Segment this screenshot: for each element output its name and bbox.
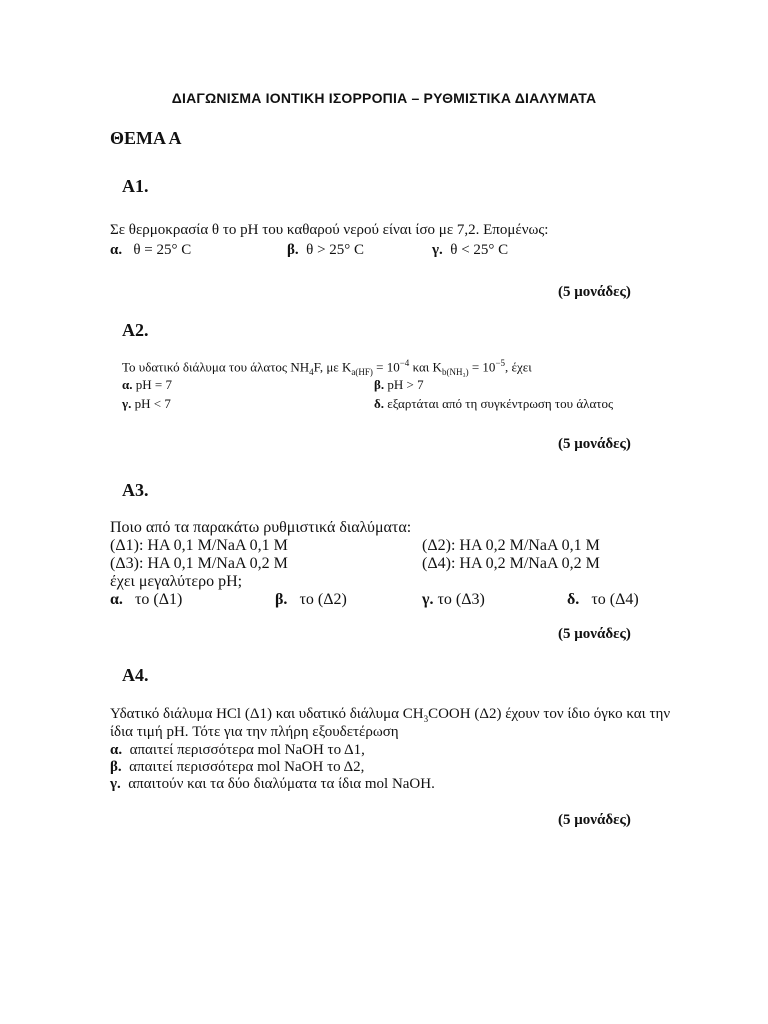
option-letter: γ. [422, 591, 434, 608]
option-text: pH = 7 [135, 377, 172, 392]
option-letter: α. [110, 591, 123, 608]
question-a4-text-line2: ίδια τιμή pH. Τότε για την πλήρη εξουδετέρωση [110, 724, 399, 740]
question-a3-option-b [275, 591, 347, 609]
option-text: απαιτούν και τα δύο διαλύματα τα ίδια mol NaOH. [128, 776, 435, 792]
question-a1-option-b [287, 242, 364, 259]
question-a2-marks: (5 μονάδες) [558, 436, 631, 452]
question-a2-heading: Α2. [122, 320, 149, 340]
question-a2-option-c [122, 396, 171, 412]
option-letter: α. [122, 377, 133, 392]
question-a3-option-a [110, 591, 182, 609]
option-text: το (Δ1) [134, 591, 183, 608]
question-a2-option-d [374, 396, 613, 412]
option-letter: α. [110, 742, 123, 758]
option-letter: α. [110, 242, 123, 258]
option-letter: β. [110, 759, 122, 775]
question-a2-option-b [374, 377, 424, 393]
option-letter: β. [287, 242, 299, 258]
question-a2-text: Το υδατικό διάλυμα του άλατος $NH_4F$, με $K_{a(HF)} = 10^{-4}$ και $K_{b(NH_3)} = 10^{-5}$, έχει [122, 358, 532, 377]
question-a3-solution-2: (Δ2): HA 0,2 M/NaA 0,1 M [422, 537, 600, 554]
option-letter: δ. [567, 591, 580, 608]
option-text: το (Δ3) [437, 591, 485, 608]
option-text: θ > 25° C [306, 242, 365, 258]
question-a3-solution-1: (Δ1): HA 0,1 M/NaA 0,1 M [110, 537, 288, 554]
option-letter: γ. [110, 776, 121, 792]
question-a3-text-end: έχει μεγαλύτερο pH; [110, 573, 243, 590]
question-a3-text: Ποιο από τα παρακάτω ρυθμιστικά διαλύματα: [110, 519, 412, 536]
question-a4-option-a [110, 742, 365, 759]
question-a4-text-line1: Υδατικό διάλυμα HCl (Δ1) και υδατικό διάλυμα $CH_3COOH$ (Δ2) έχουν τον ίδιο όγκο και την [110, 706, 671, 724]
question-a1-marks: (5 μονάδες) [558, 284, 631, 300]
question-a1-option-c [432, 242, 508, 259]
option-text: θ = 25° C [133, 242, 192, 258]
option-letter: δ. [374, 396, 384, 411]
option-letter: γ. [432, 242, 443, 258]
question-a3-option-d [567, 591, 639, 609]
question-a3-solution-4: (Δ4): HA 0,2 M/NaA 0,2 M [422, 555, 600, 572]
option-text: απαιτεί περισσότερα mol NaOH το Δ1, [129, 742, 365, 758]
question-a3-heading: Α3. [122, 480, 149, 500]
section-heading: ΘΕΜΑ Α [110, 128, 182, 148]
question-a4-marks: (5 μονάδες) [558, 812, 631, 828]
option-text: θ < 25° C [450, 242, 509, 258]
question-a3-marks: (5 μονάδες) [558, 626, 631, 642]
question-a3-option-c [422, 591, 485, 609]
question-a1-text: Σε θερμοκρασία θ το pH του καθαρού νερού είναι ίσο με 7,2. Επομένως: [110, 222, 549, 238]
question-a3-solution-3: (Δ3): HA 0,1 M/NaA 0,2 M [110, 555, 288, 572]
option-text: απαιτεί περισσότερα mol NaOH το Δ2, [129, 759, 365, 775]
option-text: το (Δ2) [299, 591, 347, 608]
question-a1-option-a [110, 242, 191, 259]
option-text: pH < 7 [134, 396, 171, 411]
option-text: pH > 7 [387, 377, 424, 392]
option-letter: β. [275, 591, 288, 608]
option-text: το (Δ4) [591, 591, 639, 608]
question-a4-option-c [110, 776, 435, 793]
option-text: εξαρτάται από τη συγκέντρωση του άλατος [387, 396, 614, 411]
option-letter: β. [374, 377, 385, 392]
question-a4-heading: Α4. [122, 665, 149, 685]
option-letter: γ. [122, 396, 132, 411]
document-title: ΔΙΑΓΩΝΙΣΜΑ ΙΟΝΤΙΚΗ ΙΣΟΡΡΟΠΙΑ – ΡΥΘΜΙΣΤΙΚΑ ΔΙΑΛΥΜΑΤΑ [171, 90, 597, 106]
question-a4-option-b [110, 759, 364, 776]
question-a1-heading: Α1. [122, 176, 149, 196]
question-a2-option-a [122, 377, 172, 393]
